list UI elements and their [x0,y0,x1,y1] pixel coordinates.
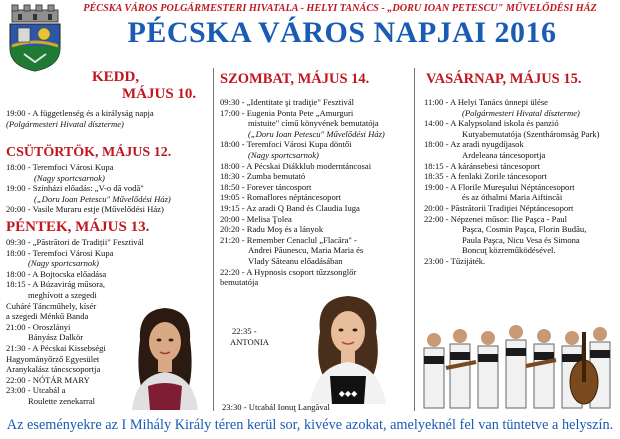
event-line: 18:15 - A Búzavirág műsora, [6,279,106,290]
event-line: 21:20 - Remember Cenaclul „Flacăra" - [220,234,357,245]
event-line: 22:20 - A Hypnosis csoport tűzzsonglőr [220,266,357,277]
organizers-line: PÉCSKA VÁROS POLGÁRMESTERI HIVATALA - HELYI TANÁCS - „DORU IOAN PETESCU" MŰVELŐDÉSI HÁZ [83,3,597,14]
event-line: 20:20 - Radu Moş és a lányok [220,224,324,235]
event-line: 21:30 - A Pécskai Kissebségi [6,342,106,353]
event-line: és az óthalmi Maria Aiftincăi [462,192,563,203]
event-line: 18:00 - A Pécskai Diákklub moderntáncosai [220,160,372,171]
saturday-heading: SZOMBAT, MÁJUS 14. [220,71,370,87]
sunday-events [424,97,618,267]
event-line: Cuháré Táncműhely, kísér [6,300,97,311]
event-line: Vlady Săteanu előadásában [248,255,343,266]
event-line: 21:00 - Oroszlányi [6,321,71,332]
event-line: a szegedi Ménkű Banda [6,311,89,322]
event-line: 18:00 - A Bojtocska előadása [6,268,107,279]
event-line: Paşca, Cosmin Paşca, Florin Budău, [462,224,587,235]
event-line: Paula Paşca, Nicu Vesa és Simona [462,234,580,245]
antonia-time: 22:35 - [232,326,257,336]
event-line: 17:00 - Eugenia Ponta Pete „Amurguri [220,107,354,118]
event-line: (Polgármesteri Hivatal díszterme) [6,118,124,129]
saturday-last-event: 23:30 - Utcabál Ionuţ Langăval [222,402,330,412]
event-line: 18:30 - Zumba bemutató [220,171,306,182]
event-line: 19:00 - A függetlenség és a királyság napja [6,108,154,118]
event-line: 09:30 - „Păstrători de Tradiții" Fesztivál [6,237,144,247]
event-line: 20:00 - Păstrătorii Tradiţiei Néptáncesoport [424,202,574,213]
event-line: 11:00 - A Helyi Tanács ünnepi ülése [424,97,548,107]
sunday-heading: VASÁRNAP, MÁJUS 15. [426,71,582,87]
event-line: („Doru Ioan Petescu" Művelődési Ház) [248,128,385,139]
event-line: meghívott a szegedi [28,289,97,300]
antonia-name: ANTONIA [230,337,269,347]
event-line: 20:00 - Vasile Muraru estje (Művelődési Ház) [6,204,164,215]
thursday-events [6,162,211,215]
event-line: 18:15 - A káránsebesi táncesoport [424,160,540,171]
event-line: 22:00 - NÓTÁR MARY [6,374,90,385]
event-line: Roulette zenekarral [28,395,96,406]
event-line: bemutatója [220,277,259,288]
saturday-events [220,97,412,288]
event-line: 18:00 - Teremfoci Városi Kupa döntői [220,139,352,150]
column-divider [213,68,214,411]
column-divider [414,68,415,411]
thursday-heading: CSÜTÖRTÖK, MÁJUS 12. [6,145,172,160]
event-line: (Nagy sportcsarnok) [28,258,99,269]
event-line: Ardeleana táncesoportja [462,149,546,160]
event-line: Kutyabemutatója (Szentháromság Park) [462,128,600,139]
event-line: („Doru Ioan Petescu" Művelődési Ház) [34,193,171,204]
event-line: (Nagy sportcsarnok) [248,149,319,160]
event-line: 18:00 - Teremfoci Városi Kupa [6,247,114,258]
event-line: 18:35 - A fenlaki Zorile táncesoport [424,171,547,182]
event-line: Hagyományőrző Egyesület [6,353,100,364]
event-line: 20:00 - Melisa Ţolea [220,213,292,224]
friday-events [6,237,144,407]
page-title: PÉCSKA VÁROS NAPJAI 2016 [127,16,557,49]
event-line: 18:50 - Forever táncosport [220,181,312,192]
folk-group-photo [416,312,618,410]
tuesday-events [6,108,211,129]
event-line: mistuite" című könyvének bemutatója [248,118,379,129]
event-line: 09:30 - „Identitate şi tradiţie" Fesztivál [220,97,355,107]
event-line: 23:00 - Tűzijáték. [424,255,486,266]
antonia-photo [290,292,406,404]
event-line: 22:00 - Népzenei műsor: Ilie Paşca - Paul [424,213,567,224]
event-line: Aranykalász táncscsoportja [6,364,101,375]
event-line: 19:05 - Romaflores néptáncesoport [220,192,341,203]
tuesday-heading-line1: KEDD, [92,69,140,85]
event-line: 18:00 - Teremfoci Városi Kupa [6,162,114,172]
tuesday-heading-line2: MÁJUS 10. [122,86,197,102]
footer-note: Az eseményekre az I Mihály Király téren kerül sor, kivéve azokat, amelyeknél fel van tüntetve a helyszín. [6,417,614,433]
event-line: 19:15 - Az aradi Q Band és Claudia Iuga [220,202,360,213]
event-line: 23:00 - Utcabál a [6,385,66,396]
event-line: 14:00 - A Kalypsoland iskola és panzió [424,118,559,129]
event-line: Andrei Păunescu, Maria Maria és [248,245,364,256]
friday-heading: PÉNTEK, MÁJUS 13. [6,219,150,235]
singer-photo [118,300,212,410]
event-line: 18:00 - Az aradi nyugdíjasok [424,139,524,150]
event-line: 19:00 - A Florile Mureşului Néptáncesoport [424,181,575,192]
svg-text:◆◆◆: ◆◆◆ [338,389,358,398]
event-line: (Polgármesteri Hivatal díszterme) [462,107,580,118]
event-line: 19:00 - Színházi előadás: „V-o dă vodă" [6,183,144,194]
event-line: (Nagy sportcsarnok) [34,172,105,183]
event-line: Boncuţ közreműködésével. [462,245,556,256]
city-crest-logo [4,4,66,72]
event-line: Bányász Dalkör [28,332,84,343]
